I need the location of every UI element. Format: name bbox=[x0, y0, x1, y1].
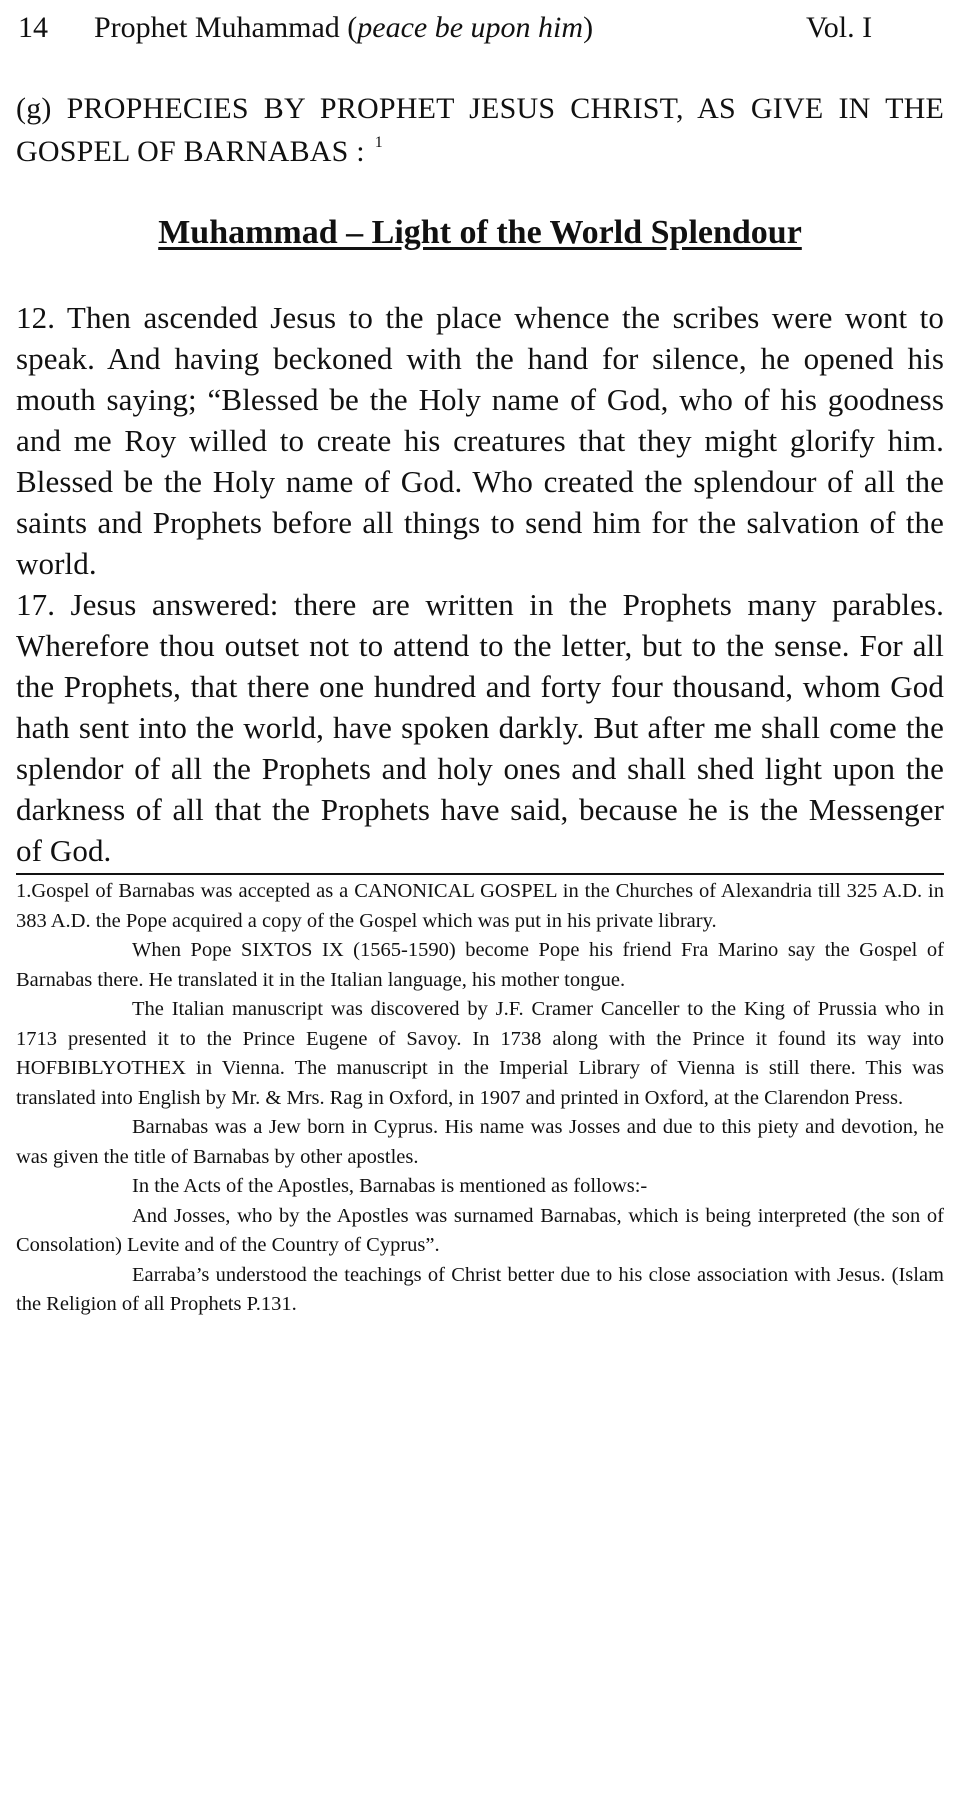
running-title-prefix: Prophet Muhammad ( bbox=[94, 11, 358, 44]
footnote-paragraph: The Italian manuscript was discovered by J.F. Cramer Canceller to the King of Prussia who in 1713 presented it to the Prince Eugene of Savoy. In 1738 along with the Prince it found its way into HOFBIBLYOTHEX in Vienna. The manuscript in the Imperial Library of Vienna is still there. This was translated into English by Mr. & Mrs. Rag in Oxford, in 1907 and printed in Oxford, at the Clarendon Press. bbox=[16, 998, 944, 1109]
footnote-paragraph: And Josses, who by the Apostles was surnamed Barnabas, which is being interpreted (the son of Consolation) Levite and of the Country of Cyprus”. bbox=[16, 1204, 944, 1256]
footnote-paragraph: In the Acts of the Apostles, Barnabas is mentioned as follows:- bbox=[132, 1175, 648, 1197]
body-text bbox=[16, 297, 944, 871]
subheading: Muhammad – Light of the World Splendour bbox=[158, 214, 802, 251]
footnote-reference[interactable]: 1 bbox=[374, 134, 383, 151]
footnotes bbox=[16, 877, 944, 1320]
running-title-italic: peace be upon him bbox=[357, 11, 584, 44]
section-heading bbox=[16, 92, 944, 169]
footnote-paragraph: 1.Gospel of Barnabas was accepted as a CANONICAL GOSPEL in the Churches of Alexandria till 325 A.D. in 383 A.D. the Pope acquired a copy of the Gospel which was put in his private library. bbox=[16, 880, 944, 932]
running-title bbox=[94, 0, 593, 56]
running-title-suffix: ) bbox=[583, 11, 594, 44]
footnote-divider bbox=[16, 873, 944, 875]
running-head bbox=[16, 0, 944, 56]
volume-label: Vol. I bbox=[806, 11, 873, 44]
footnote-paragraph: Earraba’s understood the teachings of Christ better due to his close association with Jesus. (Islam the Religion of all Prophets P.131. bbox=[16, 1263, 944, 1315]
footnote-paragraph: When Pope SIXTOS IX (1565-1590) become Pope his friend Fra Marino say the Gospel of Barnabas there. He translated it in the Italian language, his mother tongue. bbox=[16, 939, 944, 991]
body-paragraph: 17. Jesus answered: there are written in the Prophets many parables. Wherefore thou outset not to attend to the letter, but to the sense. For all the Prophets, that there one hundred and forty four thousand, whom God hath sent into the world, have spoken darkly. But after me shall come the splendor of all the Prophets and holy ones and shall shed light upon the darkness of all that the Prophets have said, because he is the Messenger of God. bbox=[16, 587, 944, 868]
footnote-paragraph: Barnabas was a Jew born in Cyprus. His name was Josses and due to this piety and devotion, he was given the title of Barnabas by other apostles. bbox=[16, 1116, 944, 1168]
body-paragraph: 12. Then ascended Jesus to the place whence the scribes were wont to speak. And having beckoned with the hand for silence, he opened his mouth saying; “Blessed be the Holy name of God, who of his goodness and me Roy willed to create his creatures that they might glorify him. Blessed be the Holy name of God. Who created the splendour of all the saints and Prophets before all things to send him for the salvation of the world. bbox=[16, 300, 944, 581]
section-heading-text: (g) PROPHECIES BY PROPHET JESUS CHRIST, AS GIVE IN THE GOSPEL OF BARNABAS : bbox=[16, 92, 944, 168]
page-number: 14 bbox=[18, 11, 48, 44]
